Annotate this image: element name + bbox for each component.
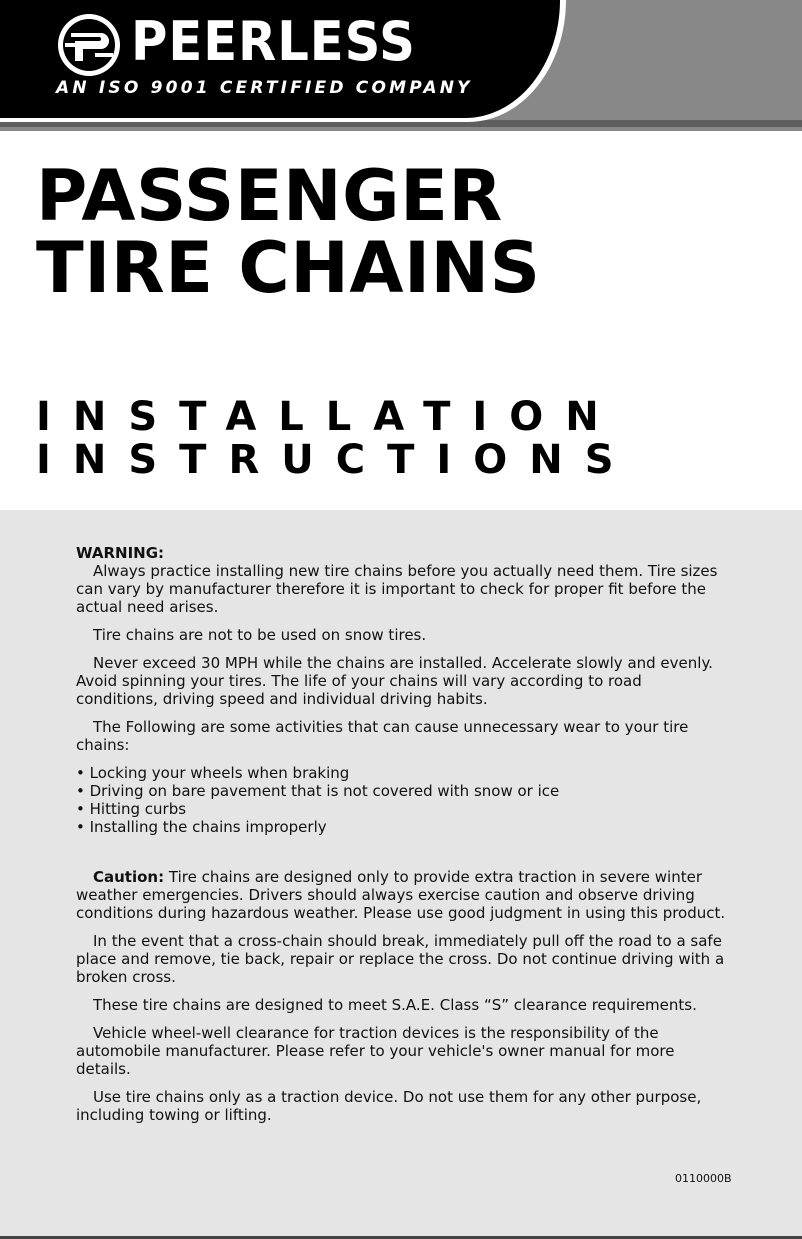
warning-heading: WARNING: [76, 544, 165, 562]
warning-paragraph-wear: The Following are some activities that can cause unnecessary wear to your tire chains: [76, 718, 689, 754]
caution-paragraph-clearance: Vehicle wheel-well clearance for traction devices is the responsibility of the automobile manufacturer. Please refer to your vehicle's owner manual for more details. [76, 1024, 675, 1078]
list-item: • Installing the chains improperly [76, 818, 726, 836]
list-item: • Driving on bare pavement that is not covered with snow or ice [76, 782, 726, 800]
caution-text: Tire chains are designed only to provide extra traction in severe winter weather emergencies. Drivers should always exercise caution and observe driving conditions during hazardous weather. Please use good judgment in using this product. [76, 868, 726, 922]
warning-paragraph-snow-tires: Tire chains are not to be used on snow tires. [93, 626, 427, 644]
list-item: • Hitting curbs [76, 800, 726, 818]
peerless-p-logo-icon [57, 13, 121, 77]
warning-paragraph-speed: Never exceed 30 MPH while the chains are installed. Accelerate slowly and evenly. Avoid spinning your tires. The life of your chains will vary according to road conditions, driving speed and individual driving habits. [76, 654, 713, 708]
main-title-line-2: TIRE CHAINS [36, 227, 541, 309]
warning-paragraph-practice: Always practice installing new tire chains before you actually need them. Tire sizes can vary by manufacturer therefore it is important to check for proper fit before the actual need arises. [76, 562, 718, 616]
caution-paragraph [76, 868, 726, 922]
caution-paragraph-sae: These tire chains are designed to meet S.A.E. Class “S” clearance requirements. [93, 996, 697, 1014]
brand-tagline: AN ISO 9001 CERTIFIED COMPANY [56, 78, 473, 98]
caution-label: Caution: [93, 868, 165, 886]
caution-paragraph-usage: Use tire chains only as a traction device. Do not use them for any other purpose, including towing or lifting. [76, 1088, 702, 1124]
subtitle [36, 396, 636, 482]
main-title [36, 155, 541, 309]
main-title-line-1: PASSENGER [36, 155, 503, 237]
document-code: 0110000B [675, 1172, 732, 1185]
subtitle-line-1: INSTALLATION [36, 394, 621, 440]
brand-name: PEERLESS [131, 10, 416, 73]
caution-paragraph-broken-cross: In the event that a cross-chain should break, immediately pull off the road to a safe place and remove, tie back, repair or replace the cross. Do not continue driving with a broken cross. [76, 932, 725, 986]
wear-activities-list [76, 764, 726, 836]
instructions-content [76, 544, 726, 1134]
list-item: • Locking your wheels when braking [76, 764, 726, 782]
subtitle-line-2: INSTRUCTIONS [36, 437, 636, 483]
